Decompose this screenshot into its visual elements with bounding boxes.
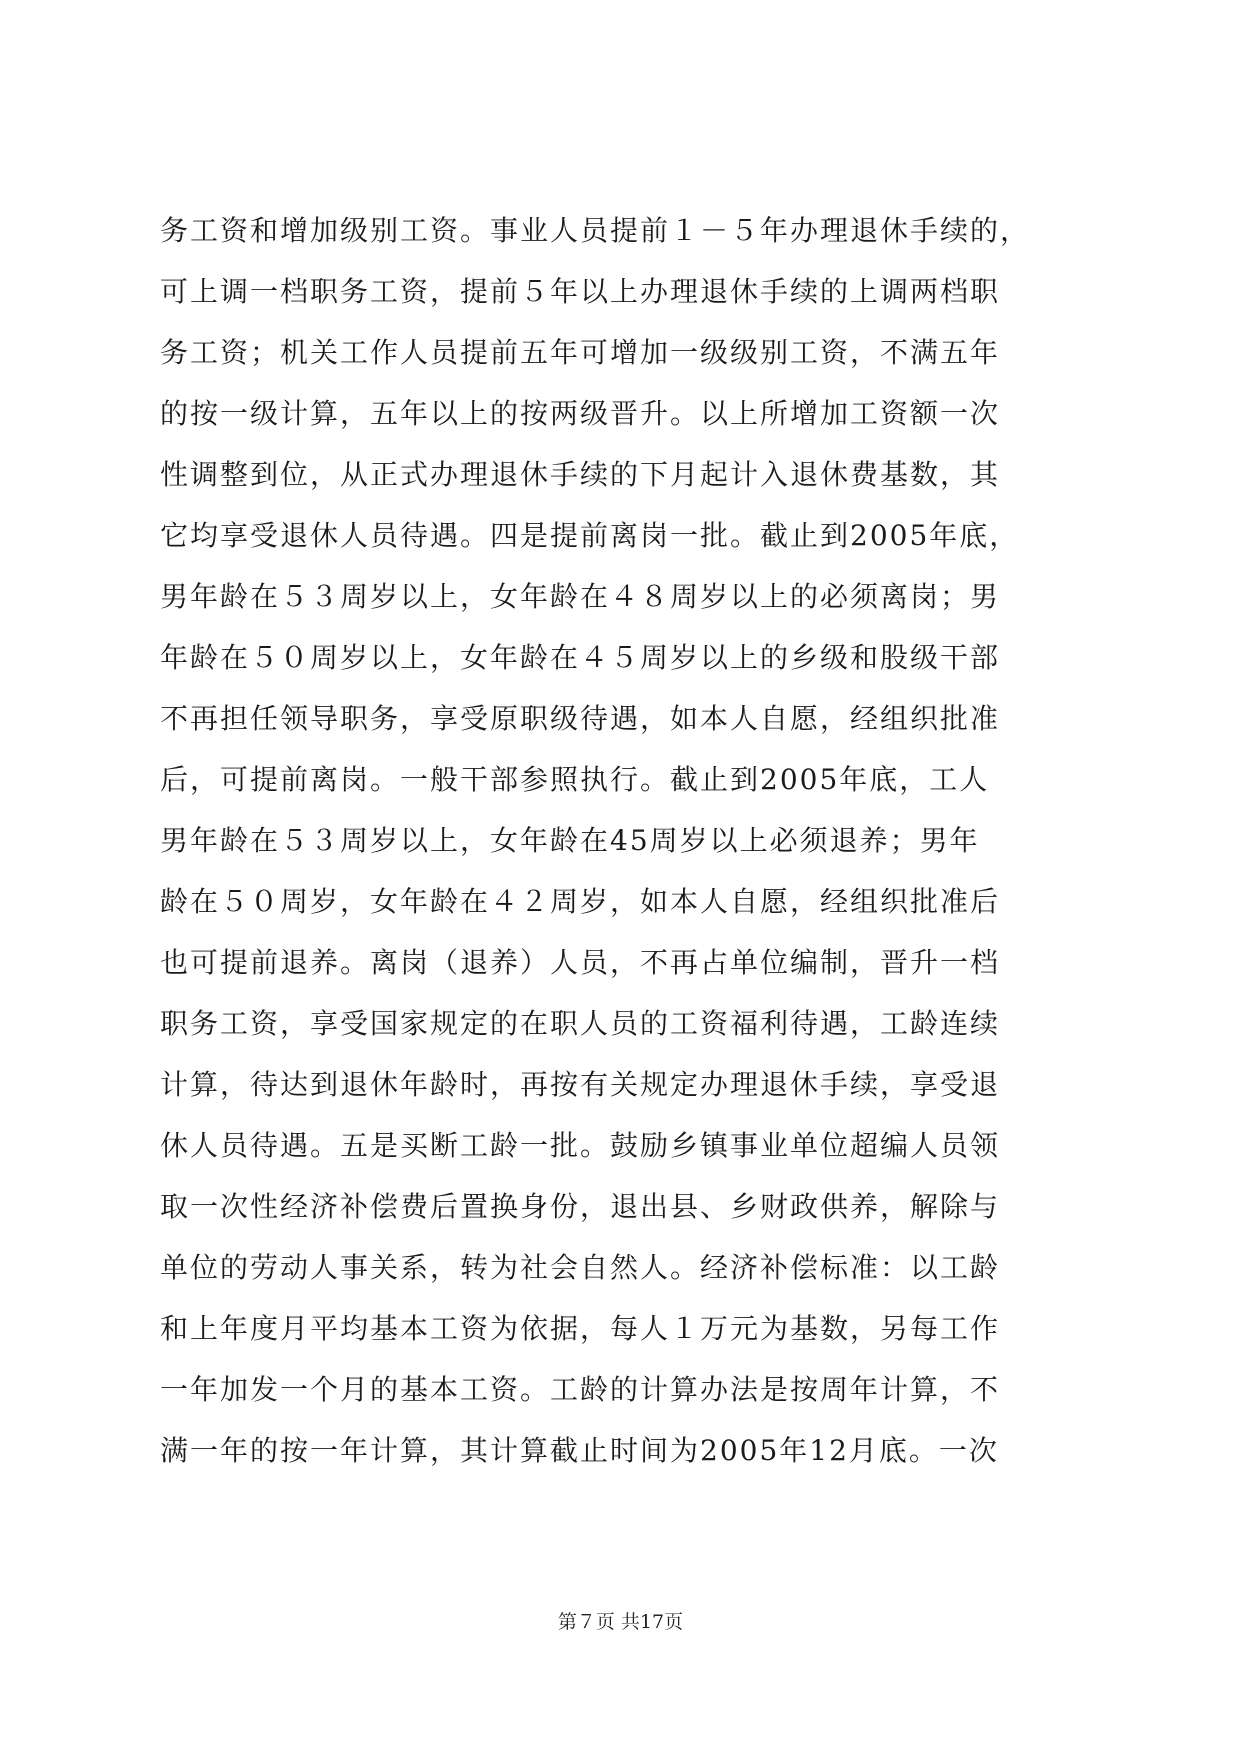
text-line: 男年龄在５３周岁以上，女年龄在４８周岁以上的必须离岗；男: [160, 580, 1001, 613]
text-line: 性调整到位，从正式办理退休手续的下月起计入退休费基数，其: [160, 458, 1001, 491]
text-line: 可上调一档职务工资，提前５年以上办理退休手续的上调两档职: [160, 275, 1001, 308]
text-line: 一年加发一个月的基本工资。工龄的计算办法是按周年计算，不: [160, 1373, 1001, 1406]
text-line: 单位的劳动人事关系，转为社会自然人。经济补偿标准：以工龄: [160, 1251, 1001, 1284]
body-text: [160, 200, 1120, 1481]
text-line: 龄在５０周岁，女年龄在４２周岁，如本人自愿，经组织批准后: [160, 885, 1001, 918]
page-number-footer: 第７页 共17页: [557, 1611, 684, 1633]
text-line: 不再担任领导职务，享受原职级待遇，如本人自愿，经组织批准: [160, 702, 1001, 735]
text-line: 男年龄在５３周岁以上，女年龄在45周岁以上必须退养；男年: [160, 824, 980, 857]
text-line: 后，可提前离岗。一般干部参照执行。截止到2005年底，工人: [160, 763, 990, 796]
text-line: 休人员待遇。五是买断工龄一批。鼓励乡镇事业单位超编人员领: [160, 1129, 1001, 1162]
text-line: 取一次性经济补偿费后置换身份，退出县、乡财政供养，解除与: [160, 1190, 1001, 1223]
text-line: 务工资和增加级别工资。事业人员提前１－５年办理退休手续的，: [160, 214, 1031, 247]
text-line: 职务工资，享受国家规定的在职人员的工资福利待遇，工龄连续: [160, 1007, 1001, 1040]
text-line: 它均享受退休人员待遇。四是提前离岗一批。截止到2005年底，: [160, 519, 1020, 552]
text-line: 也可提前退养。离岗（退养）人员，不再占单位编制，晋升一档: [160, 946, 1001, 979]
text-line: 务工资；机关工作人员提前五年可增加一级级别工资，不满五年: [160, 336, 1001, 369]
text-line: 满一年的按一年计算，其计算截止时间为2005年12月底。一次: [160, 1434, 999, 1467]
text-line: 和上年度月平均基本工资为依据，每人１万元为基数，另每工作: [160, 1312, 1001, 1345]
text-line: 年龄在５０周岁以上，女年龄在４５周岁以上的乡级和股级干部: [160, 641, 1001, 674]
text-line: 的按一级计算，五年以上的按两级晋升。以上所增加工资额一次: [160, 397, 1001, 430]
text-line: 计算，待达到退休年龄时，再按有关规定办理退休手续，享受退: [160, 1068, 1001, 1101]
